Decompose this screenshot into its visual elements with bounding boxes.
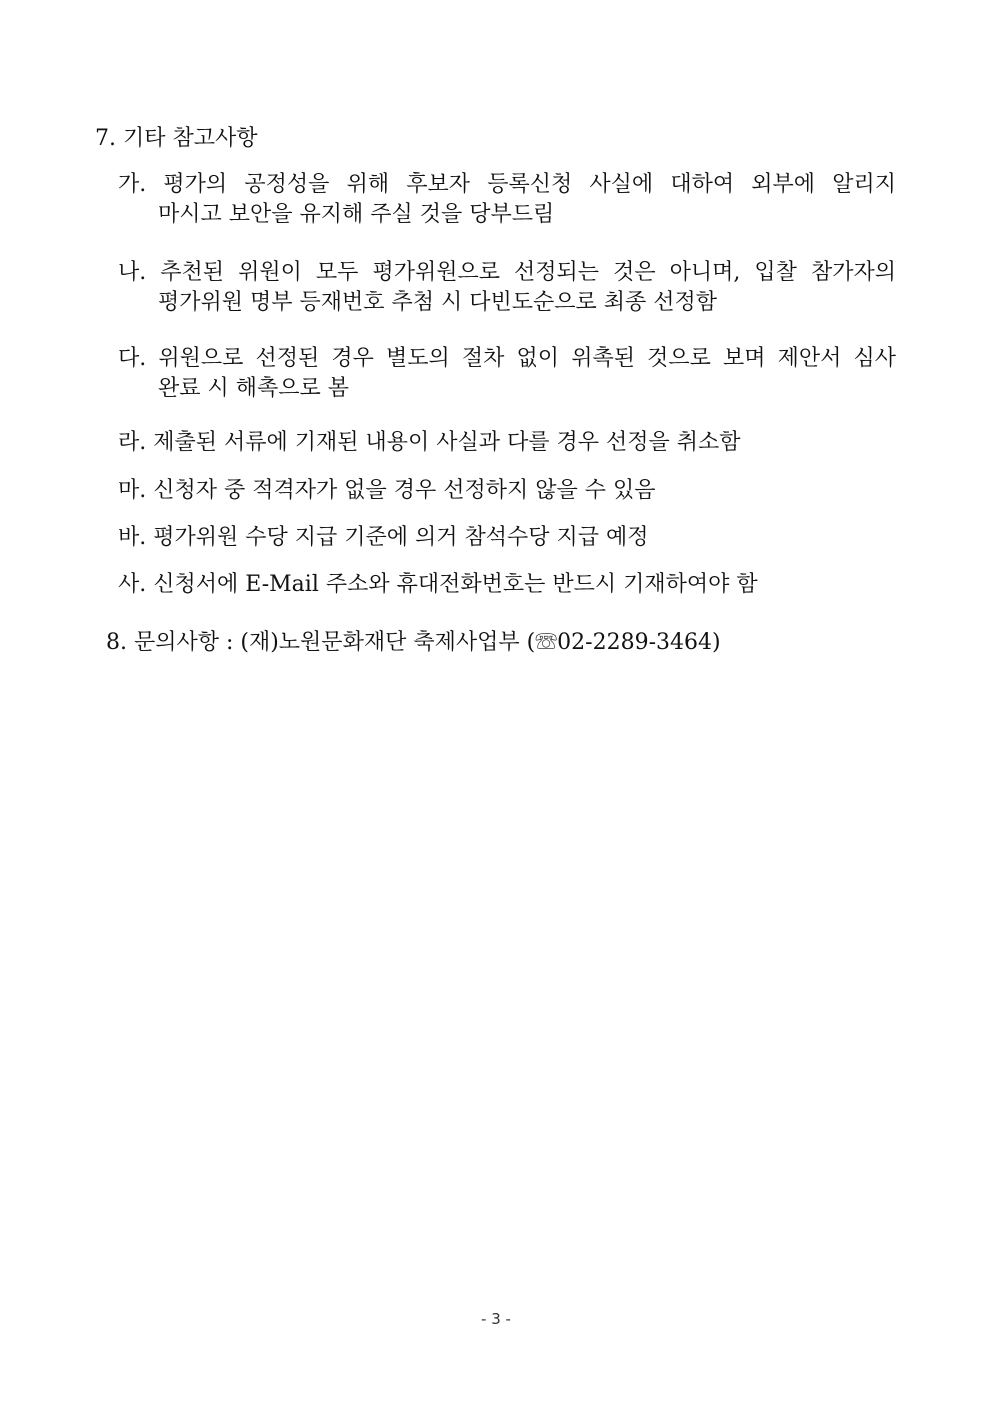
note-item-da-line1: 다. 위원으로 선정된 경우 별도의 절차 없이 위촉된 것으로 보며 제안서 심사 [118, 346, 896, 371]
note-item-ga [118, 170, 896, 230]
note-item-da [118, 344, 896, 404]
note-item-na-line1: 나. 추천된 위원이 모두 평가위원으로 선정되는 것은 아니며, 입찰 참가자의 [118, 260, 896, 285]
note-item-ma [118, 476, 896, 506]
note-item-ma-line1: 마. 신청자 중 적격자가 없을 경우 선정하지 않을 수 있음 [118, 478, 656, 503]
note-item-da-line2: 완료 시 해촉으로 봄 [158, 376, 349, 401]
section-8-contact: 8. 문의사항 : (재)노원문화재단 축제사업부 (☏02-2289-3464) [106, 630, 721, 655]
note-item-sa [118, 570, 896, 600]
note-item-ga-line2: 마시고 보안을 유지해 주실 것을 당부드림 [158, 202, 555, 227]
note-item-ra [118, 428, 896, 458]
page-number: - 3 - [481, 1310, 511, 1328]
note-item-na [118, 258, 896, 318]
note-item-ra-line1: 라. 제출된 서류에 기재된 내용이 사실과 다를 경우 선정을 취소함 [118, 430, 741, 455]
note-item-na-line2: 평가위원 명부 등재번호 추첨 시 다빈도순으로 최종 선정함 [158, 290, 718, 315]
section-7-heading: 7. 기타 참고사항 [95, 126, 258, 151]
note-item-sa-line1: 사. 신청서에 E-Mail 주소와 휴대전화번호는 반드시 기재하여야 함 [118, 572, 758, 597]
note-item-ba-line1: 바. 평가위원 수당 지급 기준에 의거 참석수당 지급 예정 [118, 525, 649, 550]
note-item-ba [118, 523, 896, 553]
note-item-ga-line1: 가. 평가의 공정성을 위해 후보자 등록신청 사실에 대하여 외부에 알리지 [118, 172, 896, 197]
